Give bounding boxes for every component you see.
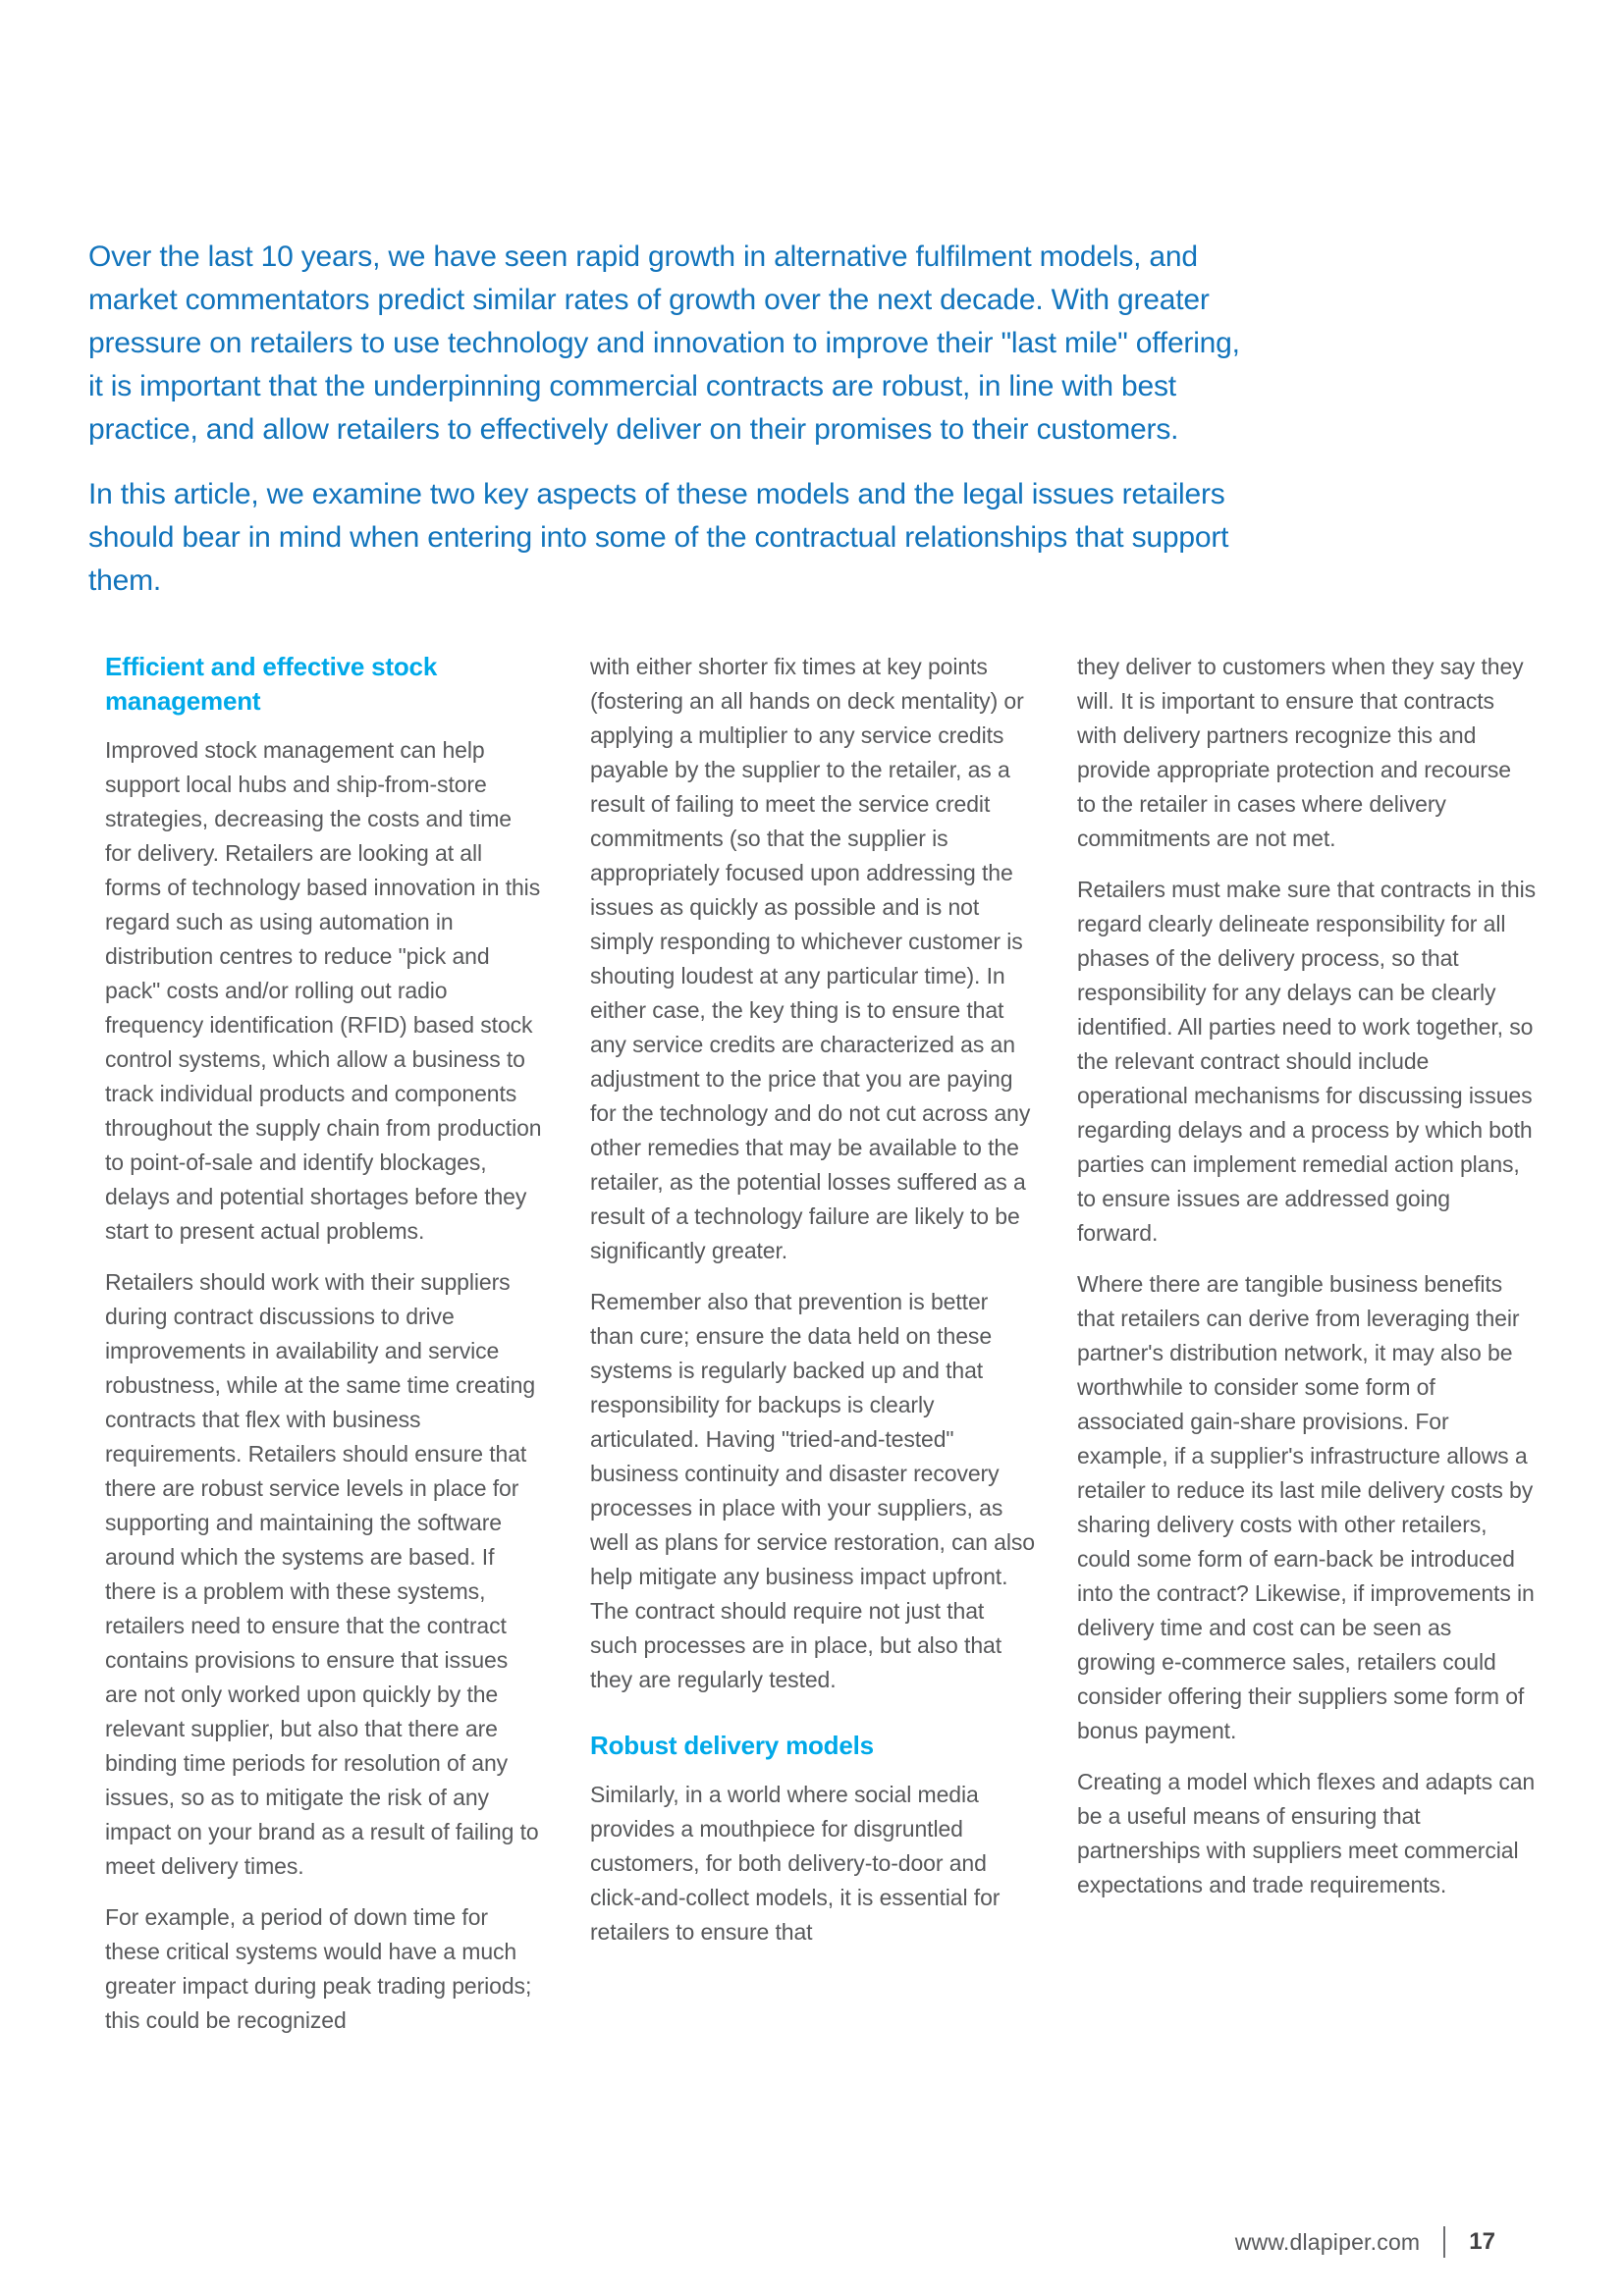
body-paragraph: Remember also that prevention is better than cure; ensure the data held on these systems is regularly backed up and that responsibility for backups is clearly articulated. Having "tried-and-tested" business continuity and disaster recovery processes in place with your suppliers, as well as plans for service restoration, can also help mitigate any business impact upfront. The contract should require not just that such processes are in place, but also that they are regularly tested. bbox=[590, 1289, 1035, 1692]
page-footer bbox=[1235, 2226, 1495, 2258]
section-heading-stock-management: Efficient and effective stock management bbox=[105, 652, 438, 716]
body-paragraph: Improved stock management can help support local hubs and ship-from-store strategies, decreasing the costs and time for delivery. Retailers are looking at all forms of technology based innovation in this regard such as using automation in distribution centres to reduce "pick and pack" costs and/or rolling out radio frequency identification (RFID) based stock control systems, which allow a business to track individual products and components throughout the supply chain from production to point-of-sale and identify blockages, delays and potential shortages before they start to present actual problems. bbox=[105, 737, 542, 1244]
footer-divider bbox=[1443, 2226, 1445, 2258]
section-heading-robust-delivery: Robust delivery models bbox=[590, 1731, 874, 1760]
body-paragraph: Retailers must make sure that contracts in this regard clearly delineate responsibility for all phases of the delivery process, so that responsibility for any delays can be clearly identified. All parties need to work together, so the relevant contract should include operational mechanisms for discussing issues regarding delays and a process by which both parties can implement remedial action plans, to ensure issues are addressed going forward. bbox=[1077, 877, 1536, 1246]
article-column-3 bbox=[1077, 650, 1536, 1919]
body-paragraph: they deliver to customers when they say they will. It is important to ensure that contracts with delivery partners recognize this and provide appropriate protection and recourse to the retailer in cases where delivery commitments are not met. bbox=[1077, 654, 1524, 851]
article-column-1 bbox=[105, 650, 542, 2055]
body-paragraph: Where there are tangible business benefits that retailers can derive from leveraging their partner's distribution network, it may also be worthwhile to consider some form of associated gain-share provisions. For example, if a supplier's infrastructure allows a retailer to reduce its last mile delivery costs by sharing delivery costs with other retailers, could some form of earn-back be introduced into the contract? Likewise, if improvements in delivery time and cost can be seen as growing e-commerce sales, retailers could consider offering their suppliers some form of bonus payment. bbox=[1077, 1271, 1535, 1743]
article-column-2 bbox=[590, 650, 1037, 1966]
intro-standfirst bbox=[88, 236, 1257, 624]
body-paragraph: Creating a model which flexes and adapts can be a useful means of ensuring that partnerships with suppliers meet commercial expectations and trade requirements. bbox=[1077, 1769, 1536, 1897]
footer-url-link[interactable]: www.dlapiper.com bbox=[1234, 2228, 1421, 2255]
intro-paragraph: In this article, we examine two key aspects of these models and the legal issues retailers should bear in mind when entering into some of the contractual relationships that support them. bbox=[88, 478, 1229, 597]
body-paragraph: with either shorter fix times at key points (fostering an all hands on deck mentality) or applying a multiplier to any service credits payable by the supplier to the retailer, as a result of failing to meet the service credit commitments (so that the supplier is appropriately focused upon addressing the issues as quickly as possible and is not simply responding to whichever customer is shouting loudest at any particular time). In either case, the key thing is to ensure that any service credits are characterized as an adjustment to the price that you are paying for the technology and do not cut across any other remedies that may be available to the retailer, as the potential losses suffered as a result of a technology failure are likely to be significantly greater. bbox=[590, 654, 1031, 1263]
intro-paragraph: Over the last 10 years, we have seen rapid growth in alternative fulfilment models, and market commentators predict similar rates of growth over the next decade. With greater pressure on retailers to use technology and innovation to improve their "last mile" offering, it is important that the underpinning commercial contracts are robust, in line with best practice, and allow retailers to effectively deliver on their promises to their customers. bbox=[88, 240, 1240, 446]
body-paragraph: Similarly, in a world where social media provides a mouthpiece for disgruntled customers, for both delivery-to-door and click-and-collect models, it is essential for retailers to ensure that bbox=[590, 1782, 1001, 1945]
page-number: 17 bbox=[1469, 2228, 1495, 2255]
body-paragraph: Retailers should work with their suppliers during contract discussions to drive improvements in availability and service robustness, while at the same time creating contracts that flex with business requirements. Retailers should ensure that there are robust service levels in place for supporting and maintaining the software around which the systems are based. If there is a problem with these systems, retailers need to ensure that the contract contains provisions to ensure that issues are not only worked upon quickly by the relevant supplier, but also that there are binding time periods for resolution of any issues, so as to mitigate the risk of any impact on your brand as a result of failing to meet delivery times. bbox=[105, 1269, 539, 1879]
body-paragraph: For example, a period of down time for these critical systems would have a much greater impact during peak trading periods; this could be recognized bbox=[105, 1904, 532, 2033]
